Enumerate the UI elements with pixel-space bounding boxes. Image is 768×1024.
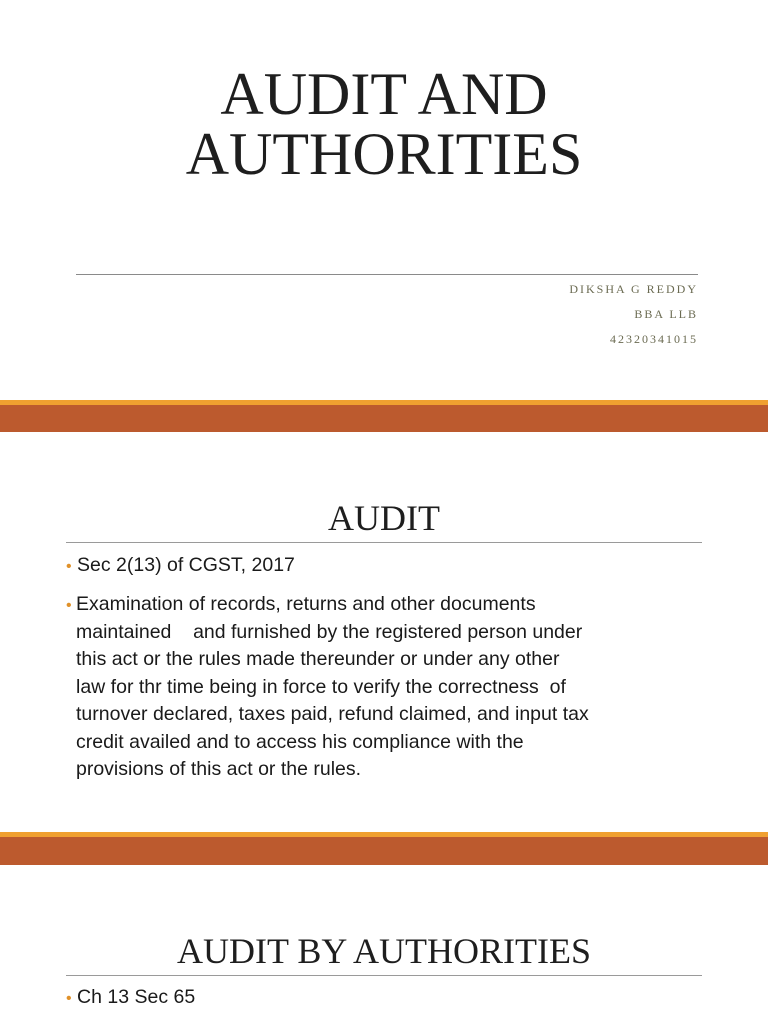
bullet-marker <box>66 591 72 620</box>
author-name: DIKSHA G REDDY <box>569 282 698 296</box>
bullet-item <box>66 552 295 581</box>
slide-heading-authorities: AUDIT BY AUTHORITIES <box>177 931 591 971</box>
paragraph-line: credit availed and to access his compliance with the <box>76 730 524 753</box>
paragraph-line: this act or the rules made thereunder or under any other <box>76 648 560 670</box>
slide-title <box>0 0 768 400</box>
slide-audit-by-authorities <box>0 865 768 1024</box>
slide-divider-band <box>0 405 768 432</box>
bullet-paragraph <box>76 591 716 784</box>
slide-heading-audit: AUDIT <box>328 498 440 538</box>
paragraph-line: law for thr time being in force to verify the correctness of <box>76 675 566 698</box>
bullet-dot-icon: • <box>66 558 72 575</box>
author-id: 42320341015 <box>610 332 698 346</box>
paragraph-line: provisions of this act or the rules. <box>76 758 362 780</box>
author-program: BBA LLB <box>634 307 698 321</box>
paragraph-line: Examination of records, returns and other documents <box>76 593 536 615</box>
title-line-2: AUTHORITIES <box>185 121 583 187</box>
heading-divider <box>66 542 702 543</box>
bullet-item <box>66 984 195 1013</box>
bullet-dot-icon: • <box>66 990 72 1007</box>
slide-divider-band <box>0 837 768 865</box>
paragraph-line: maintained and furnished by the registered person under <box>76 620 583 643</box>
bullet-dot-icon: • <box>66 597 72 614</box>
title-line-1: AUDIT AND <box>220 61 548 127</box>
slide-audit <box>0 432 768 832</box>
bullet-text: Sec 2(13) of CGST, 2017 <box>77 554 295 576</box>
paragraph-line: turnover declared, taxes paid, refund claimed, and input tax <box>76 703 589 725</box>
slide-title-heading <box>0 61 768 187</box>
bullet-text: Ch 13 Sec 65 <box>77 986 196 1008</box>
heading-divider <box>66 975 702 976</box>
title-divider <box>76 274 698 275</box>
